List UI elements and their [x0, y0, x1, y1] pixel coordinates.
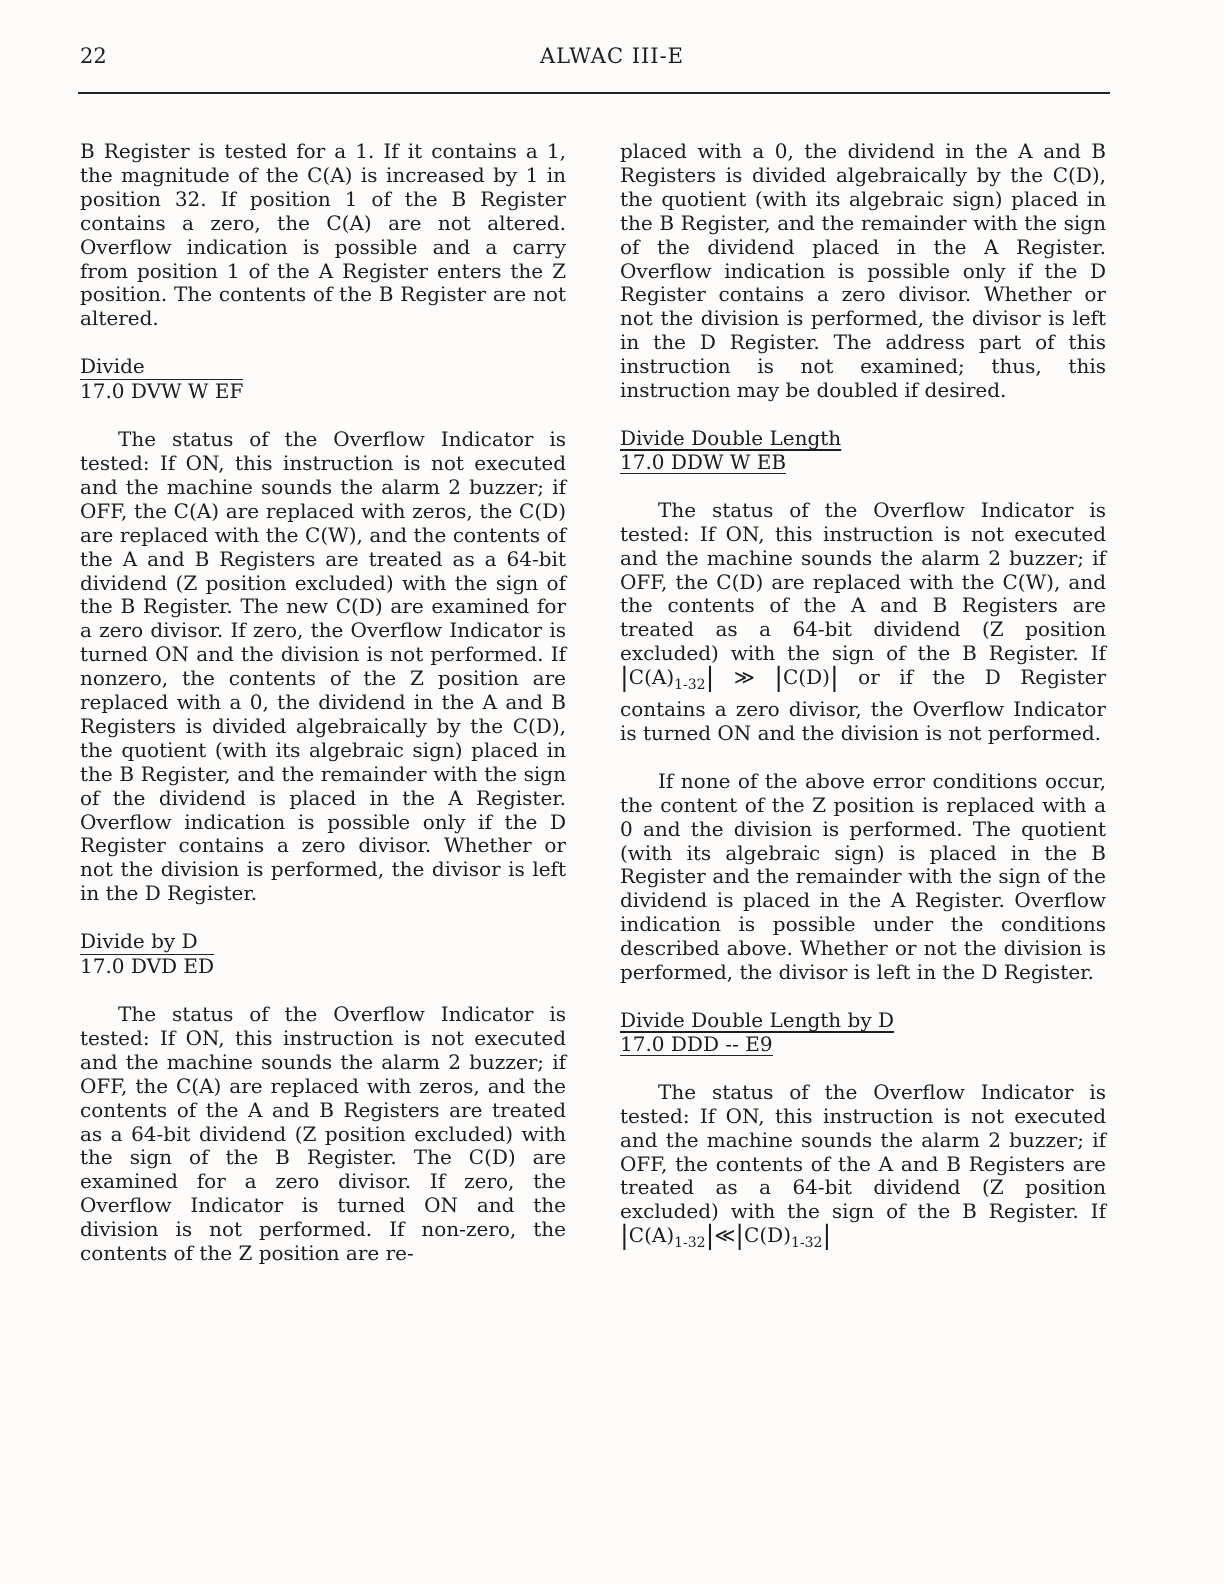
ddl-expr-ca: C(A) — [628, 665, 675, 690]
divide-double-length-by-d-description — [620, 1081, 1106, 1256]
ddl-expr-cd: C(D) — [782, 665, 830, 690]
ddld-expr-ca: C(A) — [628, 1223, 675, 1248]
ddl-condition-expression: $|C(A)_{1-32}|$ ≫ |C(D)| — [620, 663, 839, 694]
divide-double-length-paragraph-2: If none of the above error conditions occur, the content of the Z position is replaced with a 0 and the division is performed. The quotient (with its algebraic sign) is placed in the B Register and the remainder with the sign of the dividend is placed in the A Register. Overflow indication is possible under the conditions described above. Whether or not the division is performed, the divisor is left in the D Register. — [620, 768, 1106, 985]
divide-double-length-heading — [620, 427, 1106, 475]
ddld-expr-cd-sub: 1-32 — [791, 1235, 823, 1252]
running-head: ALWAC III-E — [539, 44, 685, 68]
divide-double-length-by-d-heading — [620, 1009, 1106, 1057]
ddl-expr-ca-sub: 1-32 — [674, 677, 706, 694]
divide-by-d-heading — [80, 930, 566, 979]
divide-double-length-code: 17.0 DDW W EB — [620, 449, 787, 474]
ddl-text-before: The status of the Overflow Indicator is tested: If ON, this instruction is not executed and the machine sounds the alarm 2 buzzer; if OFF, the C(D) are replaced with the C(W), and the contents of the A and B Registers are treated as a 64-bit dividend (Z position excluded) with the sign of the B Register. If — [620, 497, 1106, 666]
divide-by-d-title: Divide by D — [80, 929, 198, 954]
divide-description: The status of the Overflow Indicator is tested: If ON, this instruction is not executed and the machine sounds the alarm 2 buzzer; if OFF, the C(A) are replaced with zeros, the C(D) are replaced with the C(W), and the contents of the A and B Registers are treated as a 64-bit dividend (Z position excluded) with the sign of the B Register. The new C(D) are examined for a zero divisor. If zero, the Overflow Indicator is turned ON and the division is not performed. If nonzero, the contents of the Z position are replaced with a 0, the dividend in the A and B Registers is divided algebraically by the C(D), the quotient (with its algebraic sign) placed in the B Register, and the remainder with the sign of the dividend is placed in the A Register. Overflow indication is possible only if the D Register contains a zero divisor. Whether or not the division is performed, the divisor is left in the D Register. — [80, 427, 566, 906]
right-column — [620, 140, 1106, 1256]
ddl-expr-op: ≫ — [733, 665, 755, 690]
continued-paragraph-right: placed with a 0, the dividend in the A and B Registers is divided algebraically by the C(D), the quotient (with its algebraic sign) placed in the B Register, and the remainder with the sign of the dividend placed in the A Register. Overflow indication is possible only if the D Register contains a zero divisor. Whether or not the division is performed, the divisor is left in the D Register. The address part of this instruction is not examined; thus, this instruction may be doubled if desired. — [620, 139, 1106, 403]
divide-double-length-by-d-title: Divide Double Length by D — [620, 1008, 895, 1032]
page-number: 22 — [80, 44, 107, 68]
left-column — [80, 140, 566, 1266]
divide-double-length-by-d-code: 17.0 DDD -- E9 — [620, 1031, 773, 1056]
ddld-text-before: The status of the Overflow Indicator is tested: If ON, this instruction is not executed and the machine sounds the alarm 2 buzzer; if OFF, the contents of the A and B Registers are treated as a 64-bit dividend (Z position excluded) with the sign of the B Register. If — [620, 1079, 1106, 1224]
header-rule — [78, 92, 1110, 94]
divide-by-d-code: 17.0 DVD ED — [80, 954, 215, 979]
divide-heading — [80, 355, 566, 404]
divide-double-length-description — [620, 499, 1106, 746]
ddld-expr-op: ≪ — [714, 1223, 736, 1248]
ddl-text-after: or if the D Register contains a zero divisor, the Overflow Indicator is turned ON and the division is not performed. — [620, 665, 1107, 745]
divide-code: 17.0 DVW W EF — [80, 379, 244, 404]
divide-by-d-description: The status of the Overflow Indicator is tested: If ON, this instruction is not executed and the machine sounds the alarm 2 buzzer; if OFF, the C(A) are replaced with zeros, and the contents of the A and B Registers are treated as a 64-bit dividend (Z position excluded) with the sign of the B Register. The C(D) are examined for a zero divisor. If zero, the Overflow Indicator is turned ON and the division is not performed. If non-zero, the contents of the Z position are re- — [80, 1002, 566, 1266]
divide-double-length-title: Divide Double Length — [620, 425, 842, 450]
ddld-expr-cd: C(D) — [744, 1223, 791, 1248]
ddld-expr-ca-sub: 1-32 — [674, 1235, 706, 1252]
divide-title: Divide — [80, 354, 145, 379]
continued-paragraph: B Register is tested for a 1. If it contains a 1, the magnitude of the C(A) is increased by 1 in position 32. If position 1 of the B Register contains a zero, the C(A) are not altered. Overflow indication is possible and a carry from position 1 of the A Register enters the Z position. The contents of the B Register are not altered. — [80, 139, 566, 331]
ddld-condition-expression: $|C(A)_{1-32}|≪|C(D)_{1-32}|$ — [620, 1221, 832, 1252]
